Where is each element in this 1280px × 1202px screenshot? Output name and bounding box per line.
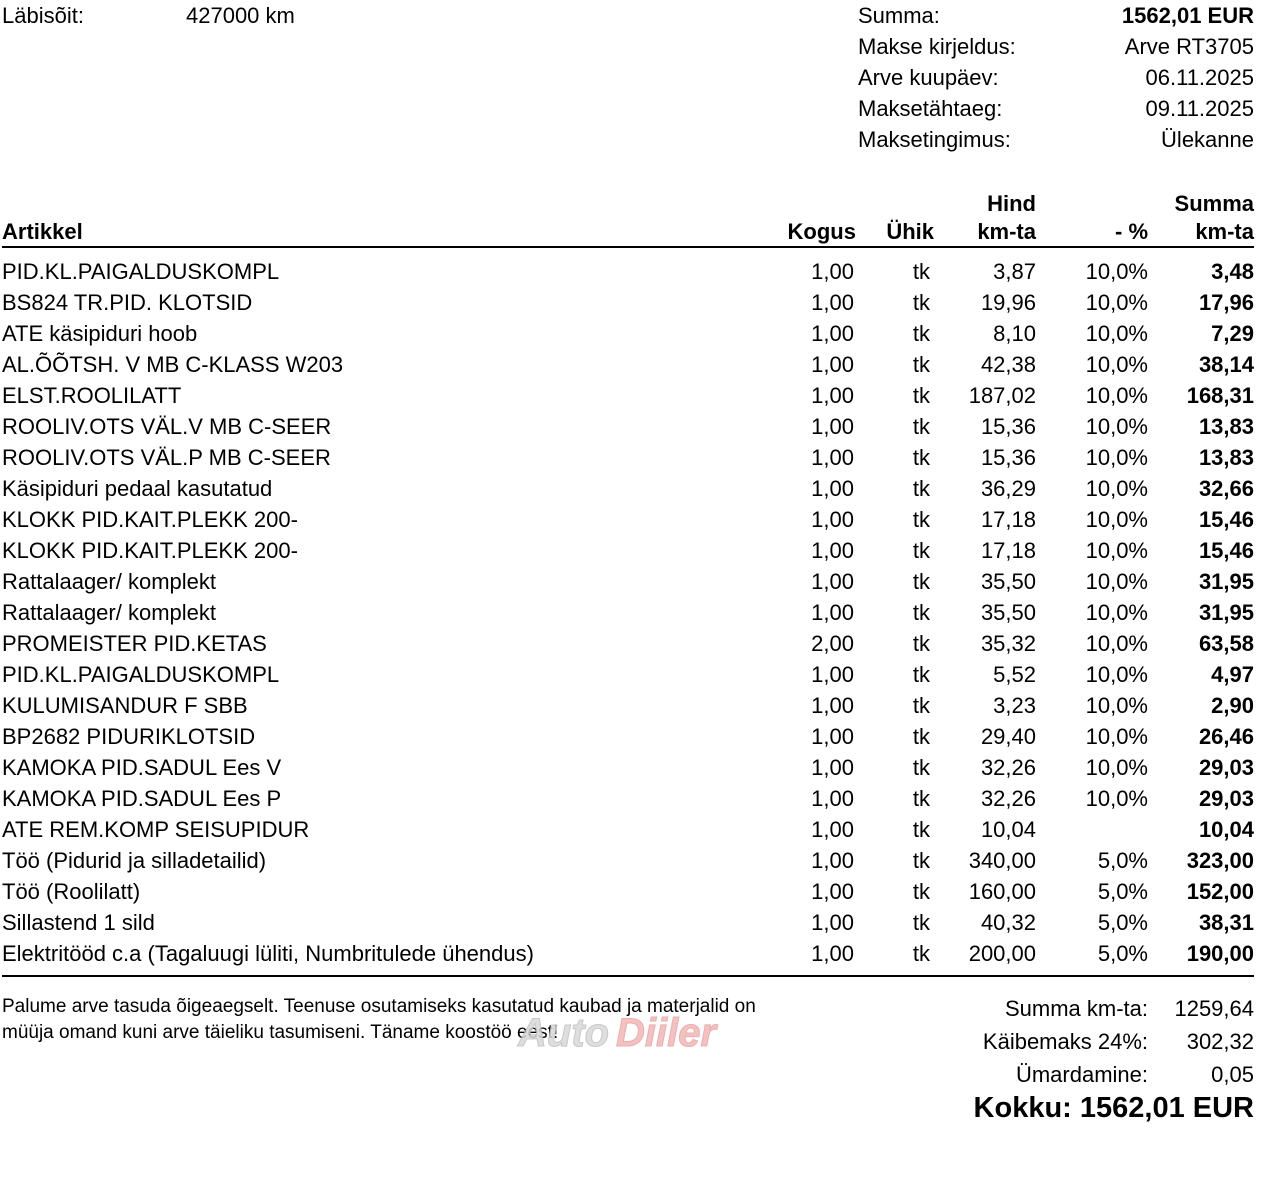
cell-uhik: tk	[912, 755, 930, 780]
grand-total: Kokku: 1562,01 EUR	[973, 1092, 1254, 1124]
cell-kogus: 1,00	[811, 817, 854, 842]
cell-kogus: 1,00	[811, 507, 854, 532]
cell-artikkel: KULUMISANDUR F SBB	[2, 693, 248, 718]
cell-uhik: tk	[912, 507, 930, 532]
cell-kogus: 2,00	[811, 631, 854, 656]
cell-summa: 2,90	[1211, 693, 1254, 718]
cell-pct: 10,0%	[1085, 693, 1148, 718]
cell-uhik: tk	[912, 879, 930, 904]
table-row	[2, 443, 1254, 474]
cell-artikkel: ROOLIV.OTS VÄL.V MB C-SEER	[2, 414, 332, 439]
cell-artikkel: ROOLIV.OTS VÄL.P MB C-SEER	[2, 445, 331, 470]
cell-uhik: tk	[912, 941, 930, 966]
table-row	[2, 257, 1254, 288]
cell-kogus: 1,00	[811, 538, 854, 563]
cell-artikkel: ATE REM.KOMP SEISUPIDUR	[2, 817, 310, 842]
cell-pct: 10,0%	[1085, 321, 1148, 346]
cell-uhik: tk	[912, 538, 930, 563]
table-row	[2, 474, 1254, 505]
cell-uhik: tk	[912, 600, 930, 625]
cell-uhik: tk	[912, 631, 930, 656]
header-hind-line1: Hind	[987, 191, 1036, 216]
cell-pct: 10,0%	[1085, 600, 1148, 625]
summary-row-total	[858, 3, 1254, 34]
cell-artikkel: ATE käsipiduri hoob	[2, 321, 198, 346]
total-value: 0,05	[1211, 1062, 1254, 1087]
cell-hind: 3,23	[993, 693, 1036, 718]
cell-pct: 10,0%	[1085, 383, 1148, 408]
cell-artikkel: KAMOKA PID.SADUL Ees V	[2, 755, 282, 780]
cell-hind: 17,18	[980, 538, 1036, 563]
cell-hind: 5,52	[993, 662, 1036, 687]
cell-kogus: 1,00	[811, 910, 854, 935]
cell-kogus: 1,00	[811, 352, 854, 377]
cell-hind: 187,02	[968, 383, 1036, 408]
cell-kogus: 1,00	[811, 755, 854, 780]
cell-hind: 35,32	[980, 631, 1036, 656]
table-row	[2, 350, 1254, 381]
cell-hind: 15,36	[980, 445, 1036, 470]
summary-row-terms	[858, 127, 1254, 158]
cell-kogus: 1,00	[811, 414, 854, 439]
cell-hind: 40,32	[980, 910, 1036, 935]
cell-hind: 200,00	[968, 941, 1036, 966]
cell-pct: 10,0%	[1085, 755, 1148, 780]
cell-uhik: tk	[912, 476, 930, 501]
summary-label: Maksetingimus:	[858, 127, 1011, 152]
header-summa	[1175, 190, 1254, 246]
cell-hind: 35,50	[980, 600, 1036, 625]
cell-uhik: tk	[912, 352, 930, 377]
cell-hind: 340,00	[968, 848, 1036, 873]
table-row	[2, 288, 1254, 319]
cell-pct: 10,0%	[1085, 724, 1148, 749]
total-row-rounding	[900, 1060, 1254, 1093]
cell-artikkel: AL.ÕÕTSH. V MB C-KLASS W203	[2, 352, 344, 377]
table-row	[2, 908, 1254, 939]
cell-uhik: tk	[912, 848, 930, 873]
cell-kogus: 1,00	[811, 476, 854, 501]
cell-summa: 31,95	[1198, 600, 1254, 625]
cell-kogus: 1,00	[811, 321, 854, 346]
cell-kogus: 1,00	[811, 724, 854, 749]
total-label: Summa km-ta:	[1004, 996, 1148, 1021]
summary-value: 06.11.2025	[1145, 65, 1254, 90]
total-row-vat	[900, 1027, 1254, 1060]
total-value: 1259,64	[1174, 996, 1254, 1021]
cell-artikkel: PROMEISTER PID.KETAS	[2, 631, 267, 656]
cell-kogus: 1,00	[811, 259, 854, 284]
table-row	[2, 412, 1254, 443]
mileage-label: Läbisõit:	[2, 3, 84, 28]
cell-hind: 42,38	[980, 352, 1036, 377]
summary-label: Makse kirjeldus:	[858, 34, 1016, 59]
cell-summa: 168,31	[1186, 383, 1254, 408]
cell-summa: 13,83	[1198, 414, 1254, 439]
cell-artikkel: Töö (Roolilatt)	[2, 879, 141, 904]
cell-uhik: tk	[912, 569, 930, 594]
payment-note: Palume arve tasuda õigeaegselt. Teenuse osutamiseks kasutatud kaubad ja materjalid on müüja omand kuni arve täieliku tasumiseni. Täname koostöö eest!	[2, 996, 756, 1043]
cell-pct: 10,0%	[1085, 290, 1148, 315]
header-hind	[977, 190, 1036, 246]
table-row	[2, 846, 1254, 877]
table-row	[2, 319, 1254, 350]
cell-kogus: 1,00	[811, 445, 854, 470]
cell-pct: 10,0%	[1085, 414, 1148, 439]
summary-row-due	[858, 96, 1254, 127]
watermark-logo	[516, 1008, 768, 1054]
cell-summa: 15,46	[1198, 538, 1254, 563]
cell-summa: 152,00	[1186, 879, 1254, 904]
cell-uhik: tk	[912, 321, 930, 346]
cell-artikkel: Rattalaager/ komplekt	[2, 600, 216, 625]
header-uhik: Ühik	[886, 219, 934, 244]
cell-uhik: tk	[912, 693, 930, 718]
cell-kogus: 1,00	[811, 848, 854, 873]
table-row	[2, 784, 1254, 815]
table-row	[2, 691, 1254, 722]
cell-artikkel: PID.KL.PAIGALDUSKOMPL	[2, 662, 280, 687]
cell-hind: 10,04	[980, 817, 1036, 842]
cell-artikkel: BS824 TR.PID. KLOTSID	[2, 290, 253, 315]
cell-hind: 8,10	[993, 321, 1036, 346]
header-summa-line1: Summa	[1174, 191, 1254, 216]
svg-text:Auto: Auto	[518, 1011, 610, 1054]
cell-pct: 10,0%	[1085, 786, 1148, 811]
table-row	[2, 939, 1254, 970]
cell-uhik: tk	[912, 259, 930, 284]
cell-summa: 26,46	[1198, 724, 1254, 749]
cell-pct: 10,0%	[1085, 538, 1148, 563]
summary-row-description	[858, 34, 1254, 65]
cell-summa: 7,29	[1211, 321, 1254, 346]
header-artikkel: Artikkel	[2, 219, 83, 244]
cell-pct: 10,0%	[1085, 507, 1148, 532]
cell-summa: 31,95	[1198, 569, 1254, 594]
cell-artikkel: BP2682 PIDURIKLOTSID	[2, 724, 256, 749]
cell-artikkel: PID.KL.PAIGALDUSKOMPL	[2, 259, 280, 284]
cell-hind: 32,26	[980, 786, 1036, 811]
cell-uhik: tk	[912, 445, 930, 470]
cell-kogus: 1,00	[811, 786, 854, 811]
summary-label: Summa:	[858, 3, 940, 28]
cell-hind: 29,40	[980, 724, 1036, 749]
header-summa-line2: km-ta	[1195, 219, 1254, 244]
table-row	[2, 598, 1254, 629]
cell-uhik: tk	[912, 786, 930, 811]
table-row	[2, 660, 1254, 691]
cell-artikkel: Käsipiduri pedaal kasutatud	[2, 476, 273, 501]
cell-kogus: 1,00	[811, 879, 854, 904]
invoice-summary	[858, 3, 1254, 158]
cell-kogus: 1,00	[811, 662, 854, 687]
table-body	[2, 248, 1254, 977]
cell-hind: 17,18	[980, 507, 1036, 532]
table-row	[2, 722, 1254, 753]
total-row-net	[900, 994, 1254, 1027]
table-row	[2, 815, 1254, 846]
cell-pct: 10,0%	[1085, 445, 1148, 470]
cell-uhik: tk	[912, 414, 930, 439]
cell-uhik: tk	[912, 817, 930, 842]
summary-label: Arve kuupäev:	[858, 65, 999, 90]
summary-label: Maksetähtaeg:	[858, 96, 1003, 121]
cell-summa: 29,03	[1198, 786, 1254, 811]
cell-uhik: tk	[912, 910, 930, 935]
cell-kogus: 1,00	[811, 600, 854, 625]
cell-artikkel: KAMOKA PID.SADUL Ees P	[2, 786, 282, 811]
cell-summa: 13,83	[1198, 445, 1254, 470]
cell-summa: 190,00	[1186, 941, 1254, 966]
cell-summa: 4,97	[1211, 662, 1254, 687]
cell-kogus: 1,00	[811, 383, 854, 408]
cell-pct: 5,0%	[1097, 910, 1148, 935]
cell-summa: 323,00	[1186, 848, 1254, 873]
cell-summa: 29,03	[1198, 755, 1254, 780]
summary-row-date	[858, 65, 1254, 96]
cell-hind: 35,50	[980, 569, 1036, 594]
cell-pct: 10,0%	[1085, 476, 1148, 501]
summary-value: Ülekanne	[1161, 127, 1254, 152]
summary-value: 1562,01 EUR	[1121, 3, 1254, 28]
total-value: 302,32	[1186, 1029, 1254, 1054]
cell-pct: 10,0%	[1085, 352, 1148, 377]
cell-summa: 38,14	[1198, 352, 1254, 377]
cell-kogus: 1,00	[811, 290, 854, 315]
cell-summa: 63,58	[1198, 631, 1254, 656]
cell-pct: 10,0%	[1085, 662, 1148, 687]
cell-kogus: 1,00	[811, 941, 854, 966]
cell-kogus: 1,00	[811, 569, 854, 594]
table-header	[2, 190, 1254, 248]
total-label: Ümardamine:	[1015, 1062, 1148, 1087]
cell-artikkel: Sillastend 1 sild	[2, 910, 155, 935]
cell-hind: 3,87	[993, 259, 1036, 284]
cell-artikkel: KLOKK PID.KAIT.PLEKK 200-	[2, 507, 298, 532]
header-pct: - %	[1115, 219, 1148, 244]
total-label: Käibemaks 24%:	[982, 1029, 1148, 1054]
svg-text:Diiler: Diiler	[616, 1011, 717, 1054]
cell-summa: 17,96	[1198, 290, 1254, 315]
cell-pct: 10,0%	[1085, 259, 1148, 284]
cell-pct: 10,0%	[1085, 631, 1148, 656]
cell-summa: 38,31	[1198, 910, 1254, 935]
cell-pct: 10,0%	[1085, 569, 1148, 594]
cell-summa: 32,66	[1198, 476, 1254, 501]
cell-pct: 5,0%	[1097, 879, 1148, 904]
cell-artikkel: Elektritööd c.a (Tagaluugi lüliti, Numbritulede ühendus)	[2, 941, 534, 966]
cell-pct: 5,0%	[1097, 941, 1148, 966]
table-row	[2, 629, 1254, 660]
cell-hind: 32,26	[980, 755, 1036, 780]
cell-summa: 3,48	[1211, 259, 1254, 284]
cell-artikkel: ELST.ROOLILATT	[2, 383, 182, 408]
cell-hind: 15,36	[980, 414, 1036, 439]
cell-summa: 10,04	[1198, 817, 1254, 842]
table-row	[2, 567, 1254, 598]
cell-hind: 19,96	[980, 290, 1036, 315]
summary-value: Arve RT3705	[1124, 34, 1254, 59]
cell-uhik: tk	[912, 662, 930, 687]
cell-kogus: 1,00	[811, 693, 854, 718]
cell-artikkel: Rattalaager/ komplekt	[2, 569, 216, 594]
table-row	[2, 536, 1254, 567]
mileage-value: 427000 km	[186, 3, 295, 28]
table-row	[2, 505, 1254, 536]
cell-uhik: tk	[912, 724, 930, 749]
table-row	[2, 381, 1254, 412]
totals-block	[900, 994, 1254, 1093]
cell-artikkel: KLOKK PID.KAIT.PLEKK 200-	[2, 538, 298, 563]
summary-value: 09.11.2025	[1145, 96, 1254, 121]
cell-uhik: tk	[912, 290, 930, 315]
cell-hind: 36,29	[980, 476, 1036, 501]
cell-artikkel: Töö (Pidurid ja silladetailid)	[2, 848, 267, 873]
cell-pct: 5,0%	[1097, 848, 1148, 873]
table-row	[2, 753, 1254, 784]
table-row	[2, 877, 1254, 908]
cell-summa: 15,46	[1198, 507, 1254, 532]
cell-hind: 160,00	[968, 879, 1036, 904]
header-kogus: Kogus	[787, 219, 856, 244]
line-items-table	[2, 190, 1254, 977]
header-hind-line2: km-ta	[977, 219, 1036, 244]
cell-uhik: tk	[912, 383, 930, 408]
